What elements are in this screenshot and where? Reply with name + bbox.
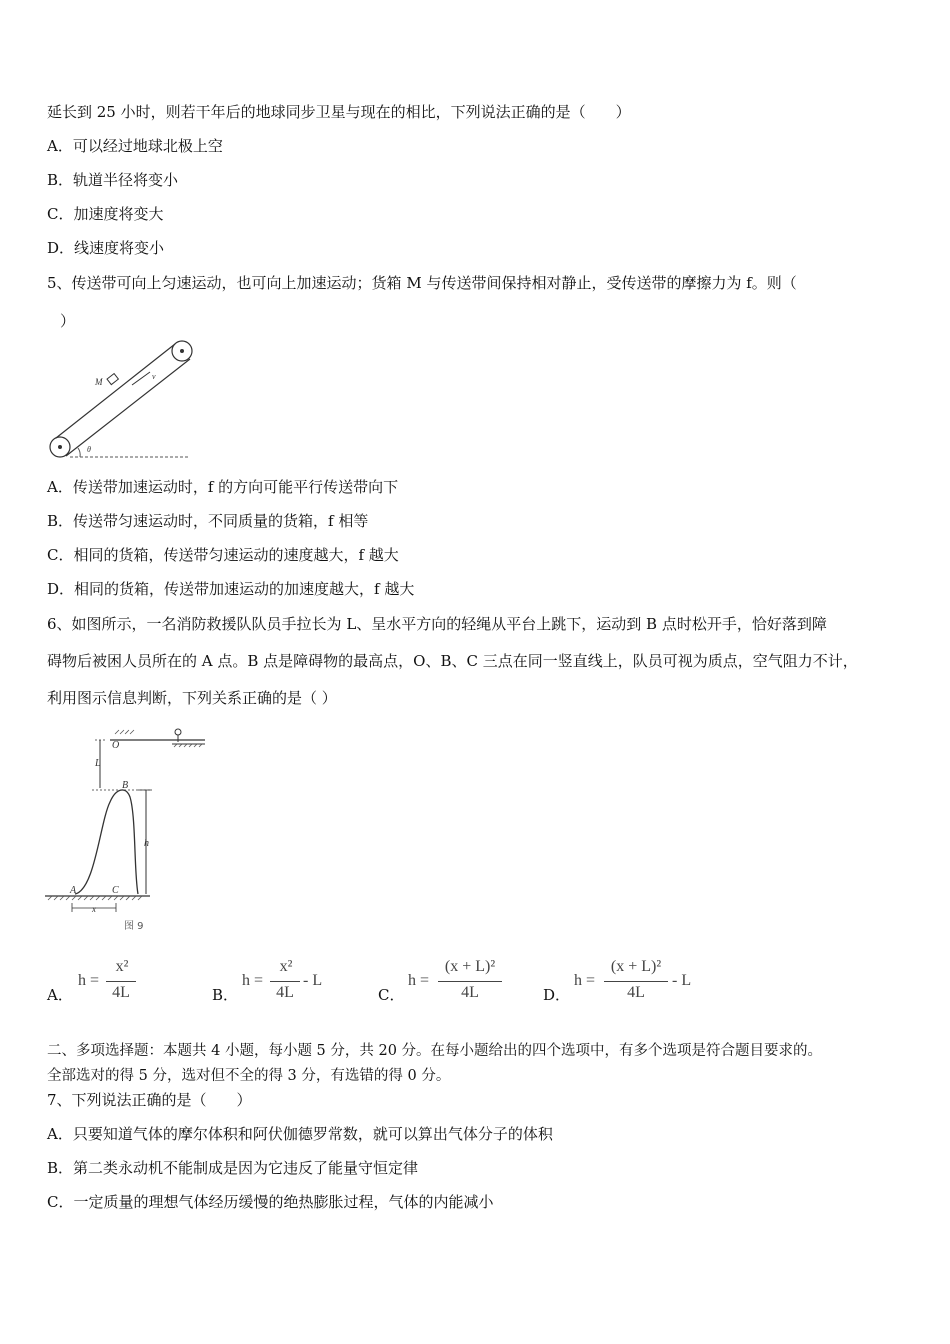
q4-stem: 延长到 25 小时，则若干年后的地球同步卫星与现在的相比，下列说法正确的是（ ）	[47, 103, 631, 121]
conveyor-belt-figure	[40, 335, 200, 465]
figure-caption: 图 9	[124, 921, 144, 932]
rescue-jump-figure	[40, 722, 220, 942]
q4-option-c: C．加速度将变大	[47, 205, 164, 223]
q6-option-b-num: x²	[279, 958, 293, 975]
label-x: x	[92, 904, 96, 914]
label-theta: θ	[87, 445, 91, 454]
q4-option-b: B．轨道半径将变小	[47, 171, 179, 189]
q6-option-c-lhs: h =	[408, 972, 430, 989]
q6-stem-line1: 6、如图所示，一名消防救援队队员手拉长为 L、呈水平方向的轻绳从平台上跳下，运动到 B 点时松开手，恰好落到障	[47, 615, 827, 633]
q6-option-d-den: 4L	[627, 984, 645, 1001]
q6-option-c-fraction-bar	[438, 981, 502, 982]
q5-stem-line2: ）	[60, 312, 76, 330]
label-a: A	[70, 885, 77, 896]
q7-stem: 7、下列说法正确的是（ ）	[47, 1091, 252, 1109]
q6-option-b-fraction-bar	[270, 981, 300, 982]
q4-option-a: A．可以经过地球北极上空	[47, 137, 223, 155]
q6-option-d-lhs: h =	[574, 972, 596, 989]
q6-option-b-tail: - L	[303, 972, 323, 989]
section2-heading-line2: 全部选对的得 5 分，选对但不全的得 3 分，有选错的得 0 分。	[47, 1068, 451, 1084]
label-m: M	[95, 377, 103, 387]
q5-option-b: B．传送带匀速运动时，不同质量的货箱，f 相等	[47, 512, 369, 530]
q6-option-a-letter: A．	[47, 986, 73, 1004]
q5-option-a: A．传送带加速运动时，f 的方向可能平行传送带向下	[47, 478, 399, 496]
label-h: h	[144, 838, 149, 849]
q6-option-d-letter: D．	[543, 986, 571, 1004]
q6-option-a-fraction-bar	[106, 981, 136, 982]
q6-option-c-letter: C．	[378, 986, 405, 1004]
q6-option-b-den: 4L	[276, 984, 294, 1001]
q6-stem-line2: 碍物后被困人员所在的 A 点。B 点是障碍物的最高点，O、B、C 三点在同一竖直线上，队员可视为质点，空气阻力不计，	[47, 652, 858, 670]
label-b: B	[122, 780, 129, 791]
q5-stem-line1: 5、传送带可向上匀速运动，也可向上加速运动；货箱 M 与传送带间保持相对静止，受传送带的摩擦力为 f。则（	[47, 274, 797, 292]
q6-option-b-lhs: h =	[242, 972, 264, 989]
q6-option-a-den: 4L	[112, 984, 130, 1001]
q6-stem-line3: 利用图示信息判断，下列关系正确的是（ ）	[47, 689, 337, 707]
q6-option-c-num: (x + L)²	[444, 958, 496, 975]
q6-option-d-tail: - L	[672, 972, 692, 989]
label-l: L	[95, 758, 101, 769]
q4-option-d: D．线速度将变小	[47, 239, 165, 257]
section2-heading-line1: 二、多项选择题：本题共 4 小题，每小题 5 分，共 20 分。在每小题给出的四个选项中，有多个选项是符合题目要求的。	[47, 1043, 823, 1059]
label-c: C	[112, 885, 119, 896]
q5-option-d: D．相同的货箱，传送带加速运动的加速度越大，f 越大	[47, 580, 415, 598]
label-o: O	[112, 740, 120, 751]
q6-option-a-lhs: h =	[78, 972, 100, 989]
q6-option-d-fraction-bar	[604, 981, 668, 982]
q7-option-b: B．第二类永动机不能制成是因为它违反了能量守恒定律	[47, 1159, 419, 1177]
q6-option-c-den: 4L	[461, 984, 479, 1001]
q6-option-b-letter: B．	[212, 986, 239, 1004]
label-v: v	[152, 372, 156, 381]
q6-option-a-num: x²	[115, 958, 129, 975]
q5-option-c: C．相同的货箱，传送带匀速运动的速度越大，f 越大	[47, 546, 399, 564]
q6-option-d-num: (x + L)²	[610, 958, 662, 975]
q7-option-c: C．一定质量的理想气体经历缓慢的绝热膨胀过程，气体的内能减小	[47, 1193, 494, 1211]
q7-option-a: A．只要知道气体的摩尔体积和阿伏伽德罗常数，就可以算出气体分子的体积	[47, 1125, 553, 1143]
